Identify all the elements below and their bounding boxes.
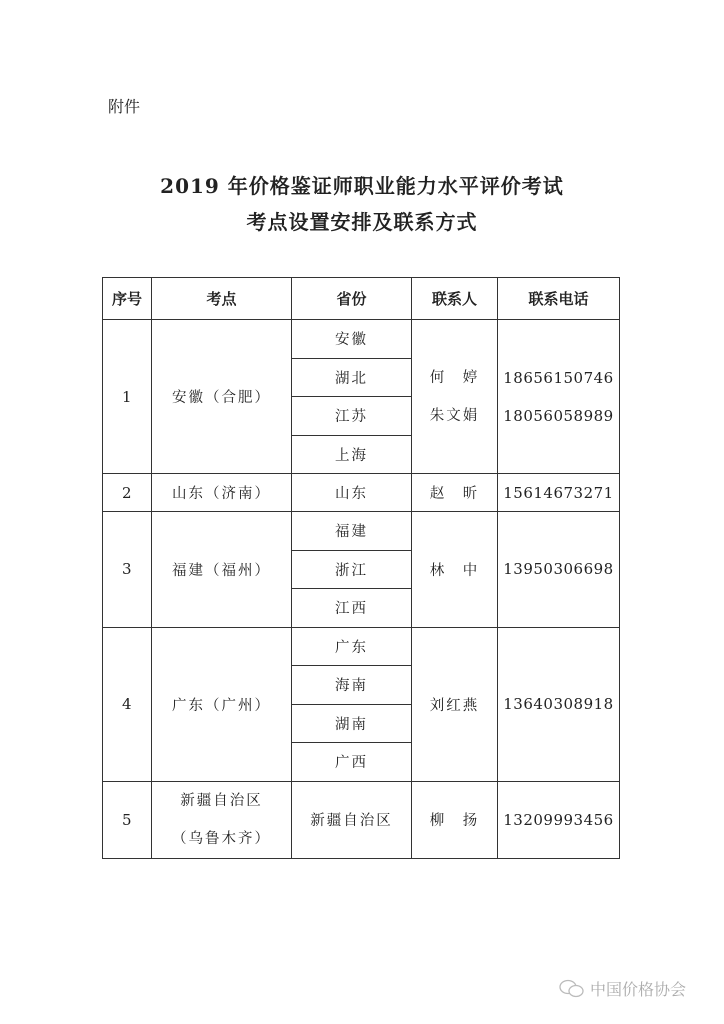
header-province: 省份 [292,278,412,320]
site-line: 新疆自治区 [180,792,263,809]
row-site: 安徽（合肥） [152,320,292,474]
contact-name: 朱文娟 [429,407,480,424]
phone-number: 13640308918 [498,627,620,781]
row-no: 1 [103,320,152,474]
contact-cell [412,320,498,474]
contact-name: 何 婷 [429,369,480,386]
province-cell: 江苏 [292,397,412,436]
province-cell: 安徽 [292,320,412,359]
contact-name: 刘红燕 [412,627,498,781]
phone-cell [498,320,620,474]
exam-site-table [102,277,620,859]
phone-number: 13209993456 [498,781,620,858]
phone-number: 15614673271 [498,474,620,512]
row-site [152,781,292,858]
contact-name: 赵 昕 [412,474,498,512]
province-cell: 广东 [292,627,412,666]
province-cell: 山东 [292,474,412,512]
row-no: 2 [103,474,152,512]
table-row [103,512,620,551]
header-site: 考点 [152,278,292,320]
watermark [558,977,686,1000]
province-cell: 上海 [292,435,412,474]
title-line-1: 2019 年价格鉴证师职业能力水平评价考试 [160,174,564,198]
province-cell: 海南 [292,666,412,705]
site-line: （乌鲁木齐） [172,830,271,847]
row-site: 福建（福州） [152,512,292,628]
table-row [103,320,620,359]
table-header-row [103,278,620,320]
table-row [103,627,620,666]
table-row [103,781,620,858]
header-no: 序号 [103,278,152,320]
province-cell: 福建 [292,512,412,551]
attachment-label: 附件 [108,97,141,116]
row-no: 4 [103,627,152,781]
header-contact: 联系人 [412,278,498,320]
phone-number: 18056058989 [503,406,614,425]
contact-name: 柳 扬 [412,781,498,858]
table-row [103,474,620,512]
phone-number: 13950306698 [498,512,620,628]
phone-number: 18656150746 [503,368,614,387]
contact-name: 林 中 [412,512,498,628]
row-site: 山东（济南） [152,474,292,512]
header-phone: 联系电话 [498,278,620,320]
province-cell: 浙江 [292,550,412,589]
row-site: 广东（广州） [152,627,292,781]
watermark-text: 中国价格协会 [590,980,687,999]
province-cell: 广西 [292,743,412,782]
row-no: 5 [103,781,152,858]
province-cell: 湖南 [292,704,412,743]
wechat-icon [558,978,586,1000]
province-cell: 新疆自治区 [292,781,412,858]
province-cell: 江西 [292,589,412,628]
row-no: 3 [103,512,152,628]
province-cell: 湖北 [292,358,412,397]
title-line-2: 考点设置安排及联系方式 [246,210,478,234]
